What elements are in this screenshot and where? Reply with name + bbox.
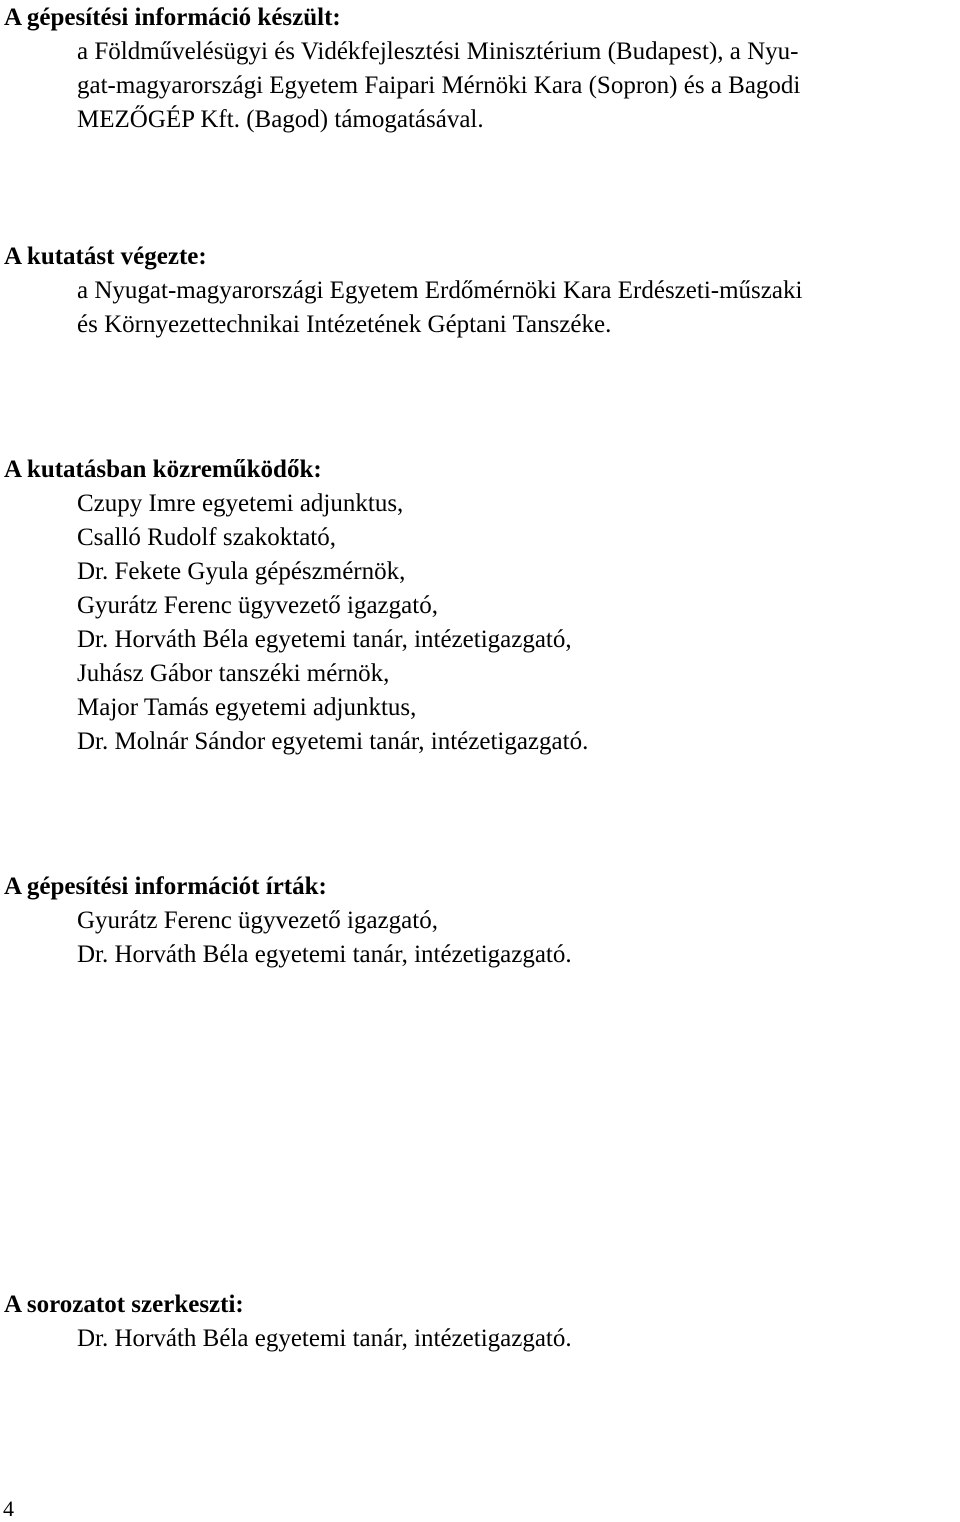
section-research bbox=[4, 240, 960, 342]
editor-line: Dr. Horváth Béla egyetemi tanár, intézetigazgató. bbox=[77, 1325, 572, 1352]
contributor-line: Juhász Gábor tanszéki mérnök, bbox=[77, 660, 390, 687]
contributor-line: Dr. Molnár Sándor egyetemi tanár, intézetigazgató. bbox=[77, 728, 589, 755]
research-line: és Környezettechnikai Intézetének Géptani Tanszéke. bbox=[77, 311, 612, 338]
prepared-line: gat-magyarországi Egyetem Faipari Mérnöki Kara (Sopron) és a Bagodi bbox=[77, 72, 801, 99]
writer-line: Gyurátz Ferenc ügyvezető igazgató, bbox=[77, 907, 438, 934]
section-contributors bbox=[4, 453, 960, 759]
contributor-line: Czupy Imre egyetemi adjunktus, bbox=[77, 490, 404, 517]
contributor-line: Csalló Rudolf szakoktató, bbox=[77, 524, 336, 551]
section-editor bbox=[4, 1288, 960, 1356]
section-heading-editor: A sorozatot szerkeszti: bbox=[4, 1291, 244, 1318]
contributor-line: Dr. Horváth Béla egyetemi tanár, intézetigazgató, bbox=[77, 626, 572, 653]
section-prepared bbox=[4, 1, 960, 137]
section-heading-contributors: A kutatásban közreműködők: bbox=[4, 456, 322, 483]
section-writers bbox=[4, 870, 960, 972]
research-line: a Nyugat-magyarországi Egyetem Erdőmérnöki Kara Erdészeti-műszaki bbox=[77, 277, 803, 304]
section-heading-research: A kutatást végezte: bbox=[4, 243, 207, 270]
contributor-line: Gyurátz Ferenc ügyvezető igazgató, bbox=[77, 592, 438, 619]
page-number: 4 bbox=[3, 1496, 14, 1521]
section-heading-prepared: A gépesítési információ készült: bbox=[4, 4, 341, 31]
prepared-line: a Földművelésügyi és Vidékfejlesztési Minisztérium (Budapest), a Nyu- bbox=[77, 38, 799, 65]
writer-line: Dr. Horváth Béla egyetemi tanár, intézetigazgató. bbox=[77, 941, 572, 968]
section-heading-writers: A gépesítési információt írták: bbox=[4, 873, 327, 900]
contributor-line: Major Tamás egyetemi adjunktus, bbox=[77, 694, 417, 721]
contributor-line: Dr. Fekete Gyula gépészmérnök, bbox=[77, 558, 406, 585]
prepared-line: MEZŐGÉP Kft. (Bagod) támogatásával. bbox=[77, 106, 484, 133]
